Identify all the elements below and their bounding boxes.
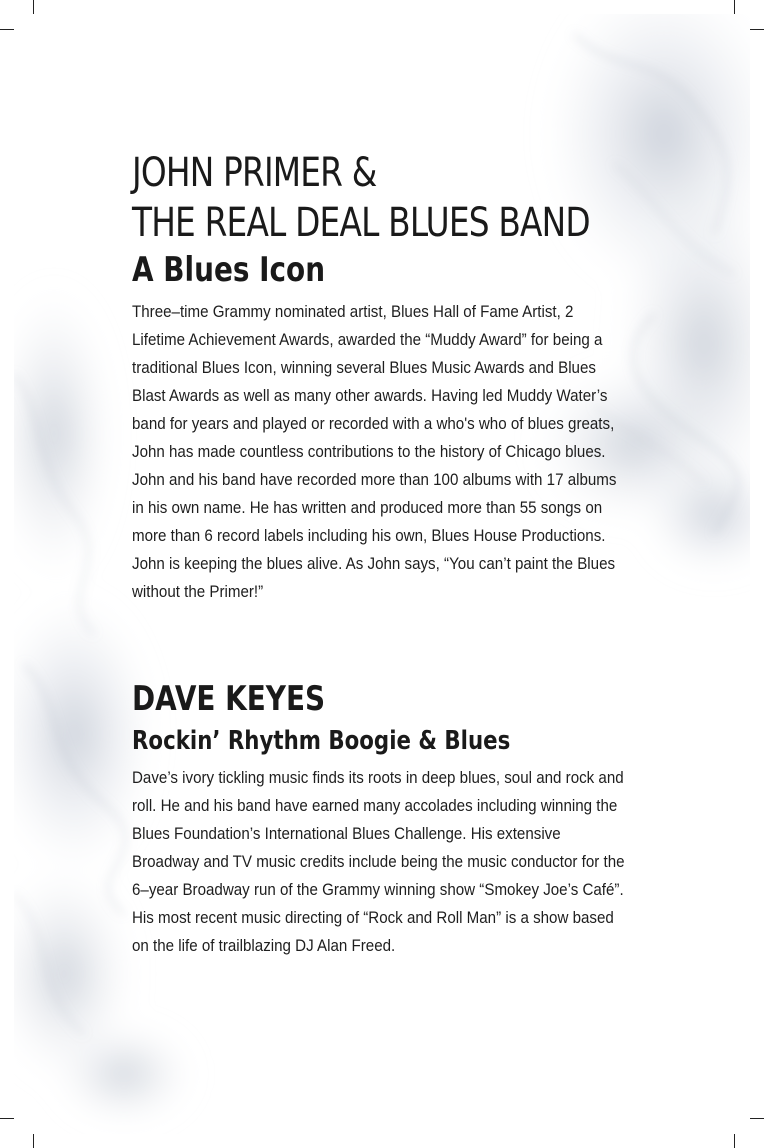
crop-mark-top-right-vertical [734,0,735,14]
dave-keyes-title: DAVE KEYES [132,679,326,719]
john-primer-description: Three–time Grammy nominated artist, Blues Hall of Fame Artist, 2 Lifetime Achievement Awards, awarded the “Muddy Award” for being a traditional Blues Icon, winning several Blues Music Awards and Blues Blast Awards as well as many other awards. Having led Muddy Water’s band for years and played or recorded with a who's who of blues greats, John has made countless contributions to the history of Chicago blues. John and his band have recorded more than 100 albums with 17 albums in his own name. He has written and produced more than 55 songs on more than 6 record labels including his own, Blues House Productions. John is keeping the blues alive. As John says, “You can’t paint the Blues without the Primer!” [132,302,617,601]
crop-mark-top-left-vertical [33,0,34,14]
crop-mark-top-right-horizontal [750,29,764,30]
dave-keyes-section [132,678,692,960]
john-primer-subtitle: A Blues Icon [132,250,326,290]
crop-mark-bottom-right-horizontal [750,1118,764,1119]
crop-mark-bottom-right-vertical [734,1134,735,1148]
dave-keyes-subtitle: Rockin’ Rhythm Boogie & Blues [132,726,511,756]
john-primer-section [132,148,692,606]
john-primer-title-line2: THE REAL DEAL BLUES BAND [132,200,590,246]
john-primer-title-line1: JOHN PRIMER & [132,150,377,196]
crop-mark-bottom-left-vertical [33,1134,34,1148]
crop-mark-top-left-horizontal [0,29,14,30]
page [14,14,750,1134]
dave-keyes-description: Dave’s ivory tickling music finds its roots in deep blues, soul and rock and roll. He and his band have earned many accolades including winning the Blues Foundation’s International Blues Challenge. His extensive Broadway and TV music credits include being the music conductor for the 6–year Broadway run of the Grammy winning show “Smokey Joe’s Café”. His most recent music directing of “Rock and Roll Man” is a show based on the life of trailblazing DJ Alan Freed. [132,768,625,955]
crop-mark-bottom-left-horizontal [0,1118,14,1119]
